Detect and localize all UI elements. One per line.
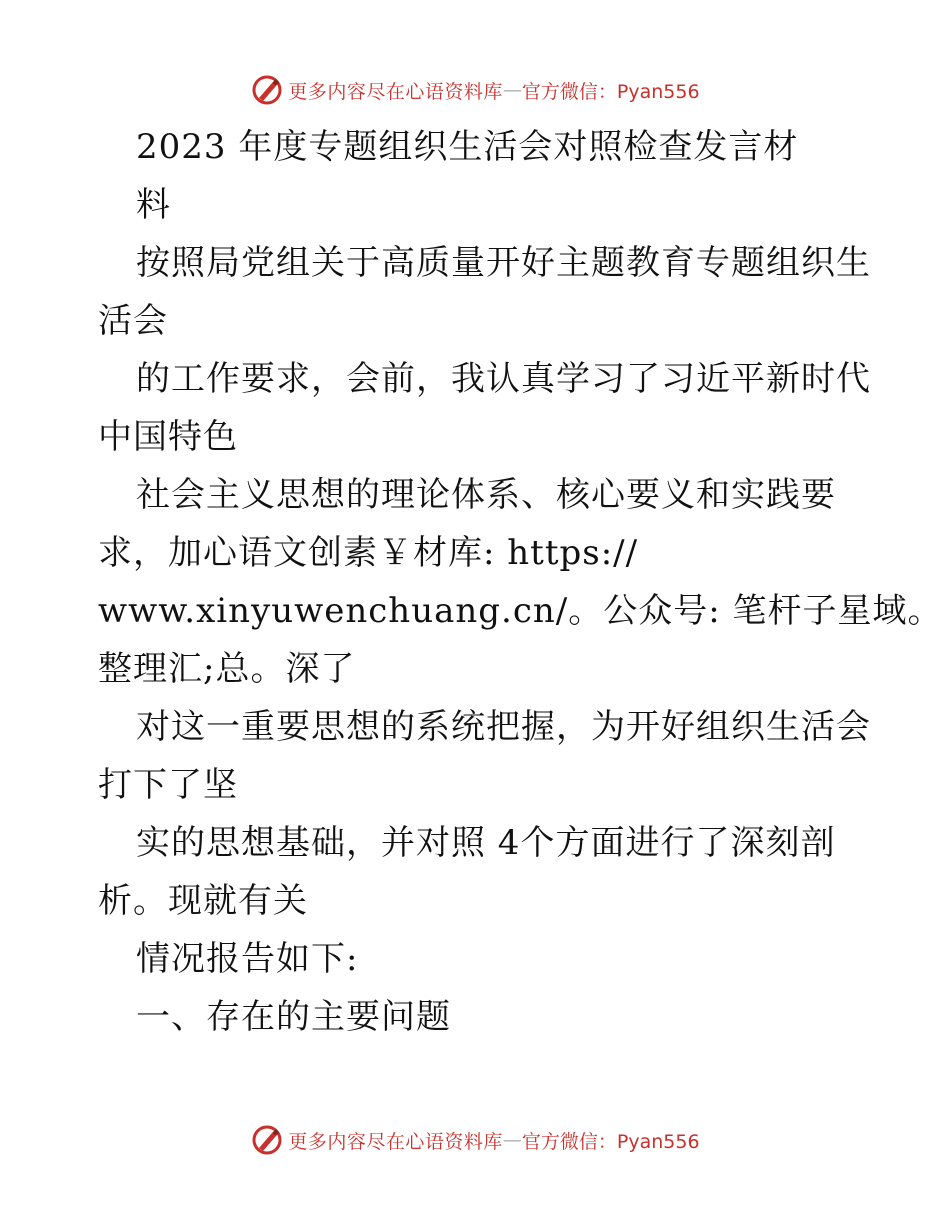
pen-swirl-logo-icon bbox=[250, 73, 284, 107]
header-watermark bbox=[0, 70, 950, 110]
paragraph-line: 中国特色 bbox=[98, 417, 238, 457]
paragraph-line: 情况报告如下: bbox=[136, 939, 359, 979]
paragraph-line: 实的思想基础，并对照 4个方面进行了深刻剖 bbox=[136, 823, 836, 863]
paragraph-line: 析。现就有关 bbox=[98, 881, 308, 921]
paragraph-line: 打下了坚 bbox=[98, 765, 238, 805]
watermark-separator: — bbox=[502, 1129, 522, 1151]
paragraph-line: 对这一重要思想的系统把握，为开好组织生活会 bbox=[136, 707, 871, 747]
footer-watermark bbox=[0, 1120, 950, 1160]
paragraph-line: 按照局党组关于高质量开好主题教育专题组织生 bbox=[136, 243, 871, 283]
watermark-wechat: 官方微信：Pyan556 bbox=[521, 80, 700, 103]
watermark-text: 更多内容尽在心语资料库 bbox=[288, 1130, 503, 1153]
watermark-wechat: 官方微信：Pyan556 bbox=[521, 1130, 700, 1153]
paragraph-line: 活会 bbox=[98, 301, 168, 341]
pen-swirl-logo-icon bbox=[250, 1123, 284, 1157]
paragraph-line: 求，加心语文创素￥材库: https:// bbox=[98, 533, 639, 573]
paragraph-line: 社会主义思想的理论体系、核心要义和实践要 bbox=[136, 475, 836, 515]
paragraph-line: www.xinyuwenchuang.cn/。公众号: 笔杆子星域。 bbox=[98, 591, 943, 631]
doc-title-line-1: 2023 年度专题组织生活会对照检查发言材 bbox=[136, 127, 799, 167]
paragraph-line: 整理汇;总。深了 bbox=[98, 649, 356, 689]
document-body bbox=[98, 118, 943, 1046]
doc-title-line-2: 料 bbox=[136, 185, 171, 225]
section-heading: 一、存在的主要问题 bbox=[136, 997, 451, 1037]
paragraph-line: 的工作要求，会前，我认真学习了习近平新时代 bbox=[136, 359, 871, 399]
watermark-text: 更多内容尽在心语资料库 bbox=[288, 80, 503, 103]
watermark-separator: — bbox=[502, 79, 522, 101]
